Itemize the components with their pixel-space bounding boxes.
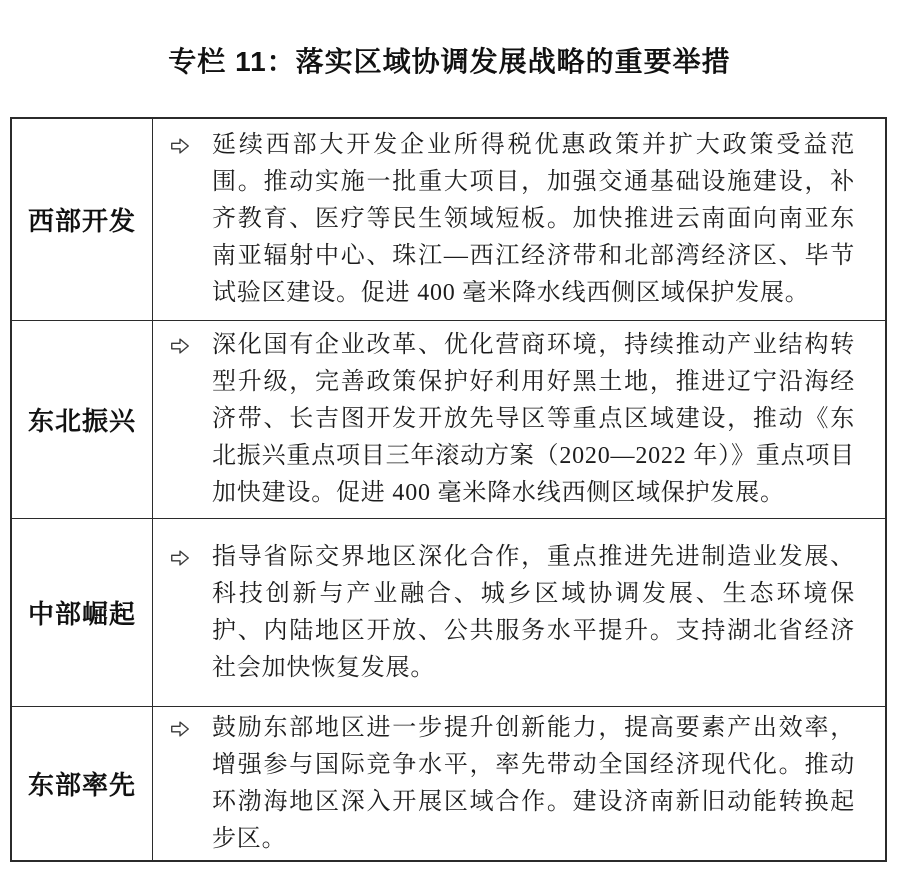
table-row	[12, 119, 885, 320]
right-arrow-icon	[169, 334, 191, 358]
right-arrow-icon	[169, 546, 191, 570]
measures-table	[10, 117, 887, 862]
table-row	[12, 320, 885, 518]
row-label-western-development: 西部开发	[12, 119, 153, 320]
table-row	[12, 518, 885, 706]
row-text: 鼓励东部地区进一步提升创新能力，提高要素产出效率，增强参与国际竞争水平，率先带动全国经济现代化。推动环渤海地区深入开展区域合作。建设济南新旧动能转换起步区。	[212, 714, 855, 852]
row-text: 深化国有企业改革、优化营商环境，持续推动产业结构转型升级，完善政策保护好利用好黑土地，推进辽宁沿海经济带、长吉图开发开放先导区等重点区域建设，推动《东北振兴重点项目三年滚动方案（2020—2022 年）》重点项目加快建设。促进 400 毫米降水线西侧区域保护发展。	[212, 332, 855, 506]
row-content	[153, 707, 885, 860]
right-arrow-icon	[169, 134, 191, 158]
table-row	[12, 706, 885, 860]
row-label-eastern-first: 东部率先	[12, 707, 153, 860]
row-label-northeast-revitalization: 东北振兴	[12, 321, 153, 518]
row-content	[153, 519, 885, 706]
right-arrow-icon	[169, 717, 191, 741]
row-text: 延续西部大开发企业所得税优惠政策并扩大政策受益范围。推动实施一批重大项目，加强交通基础设施建设，补齐教育、医疗等民生领域短板。加快推进云南面向南亚东南亚辐射中心、珠江—西江经济带和北部湾经济区、毕节试验区建设。促进 400 毫米降水线西侧区域保护发展。	[212, 132, 855, 306]
row-text: 指导省际交界地区深化合作，重点推进先进制造业发展、科技创新与产业融合、城乡区域协调发展、生态环境保护、内陆地区开放、公共服务水平提升。支持湖北省经济社会加快恢复发展。	[212, 543, 855, 681]
row-label-central-rise: 中部崛起	[12, 519, 153, 706]
page-title: 专栏 11：落实区域协调发展战略的重要举措	[168, 46, 731, 77]
row-content	[153, 321, 885, 518]
row-content	[153, 119, 885, 320]
